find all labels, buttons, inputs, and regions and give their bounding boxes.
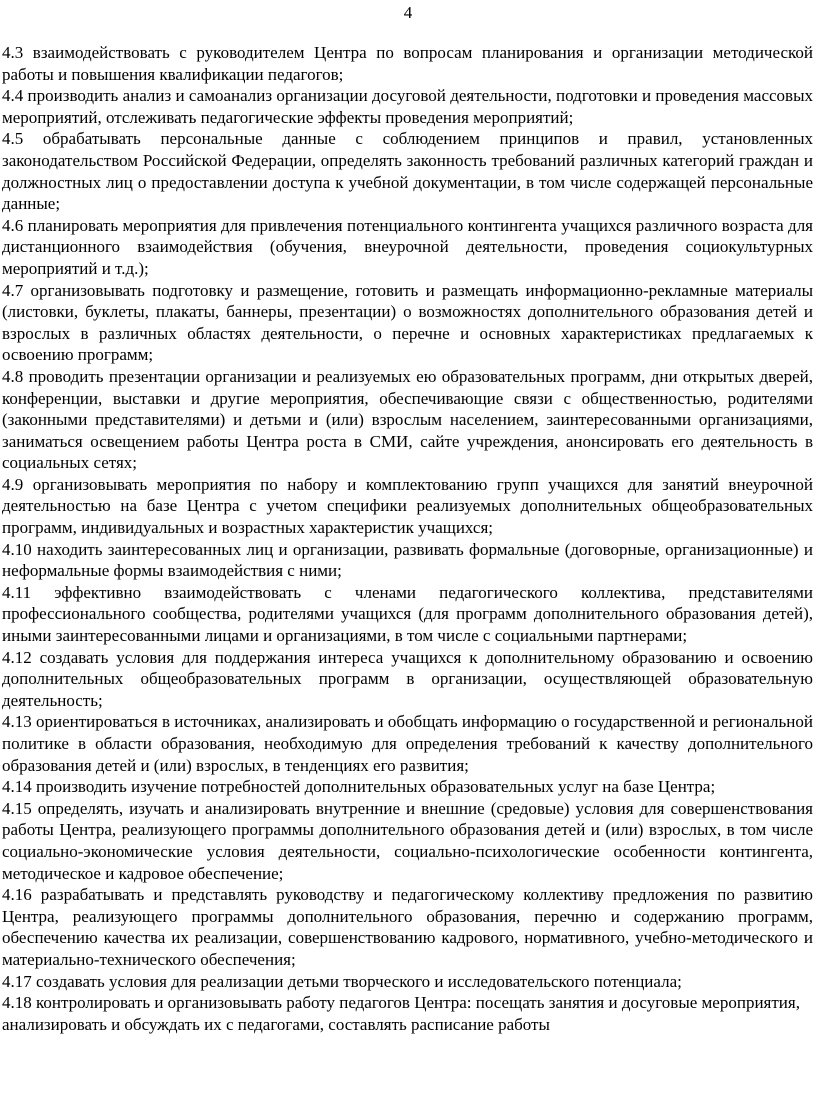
list-item-4-9: 4.9 организовывать мероприятия по набору и комплектованию групп учащихся для занятий внеурочной деятельностью на базе Центра с учетом специфики реализуемых дополнительных общеобразовательных программ, индивидуальных и возрастных характеристик учащихся; xyxy=(2,474,813,538)
list-item-4-18: 4.18 контролировать и организовывать работу педагогов Центра: посещать занятия и досуговые мероприятия, анализировать и обсуждать их с педагогами, составлять расписание работы xyxy=(2,993,800,1034)
list-item-4-17: 4.17 создавать условия для реализации детьми творческого и исследовательского потенциала; xyxy=(2,971,682,991)
list-item-4-4: 4.4 производить анализ и самоанализ организации досуговой деятельности, подготовки и проведения массовых мероприятий, отслеживать педагогические эффекты проведения мероприятий; xyxy=(2,86,813,127)
list-item-4-14: 4.14 производить изучение потребностей дополнительных образовательных услуг на базе Центра; xyxy=(2,777,716,797)
list-item-4-3: 4.3 взаимодействовать с руководителем Центра по вопросам планирования и организации методической работы и повышения квалификации педагогов; xyxy=(2,43,813,84)
list-item-4-6: 4.6 планировать мероприятия для привлечения потенциального контингента учащихся различного возраста для дистанционного взаимодействия (обучения, внеурочной деятельности, проведения социокультурных мероприятий и т.д.); xyxy=(2,215,813,278)
list-item-4-12: 4.12 создавать условия для поддержания интереса учащихся к дополнительному образованию и освоению дополнительных общеобразовательных программ в организации, осуществляющей образовательную деятельность; xyxy=(2,647,813,710)
list-item-4-16: 4.16 разрабатывать и представлять руководству и педагогическому коллективу предложения по развитию Центра, реализующего программы дополнительного образования, перечню и содержанию программ, обеспечению качества их реализации, совершенствованию кадрового, нормативного, учебно-методического и материально-технического обеспечения; xyxy=(2,885,813,969)
page-number: 4 xyxy=(403,3,413,22)
list-item-4-15: 4.15 определять, изучать и анализировать внутренние и внешние (средовые) условия для совершенствования работы Центра, реализующего программы дополнительного образования детей и (или) взрослых, в том числе социально-экономические условия деятельности, социально-психологические особенности контингента, методическое и кадровое обеспечение; xyxy=(2,798,813,883)
list-item-4-8: 4.8 проводить презентации организации и реализуемых ею образовательных программ, дни открытых дверей, конференции, выставки и другие мероприятия, обеспечивающие связи с общественностью, родителями (законными представителями) и детьми и (или) взрослым населением, заинтересованными организациями, заниматься освещением работы Центра роста в СМИ, сайте учреждения, анонсировать его деятельность в социальных сетях; xyxy=(2,366,813,473)
list-item-4-7: 4.7 организовывать подготовку и размещение, готовить и размещать информационно-рекламные материалы (листовки, буклеты, плакаты, баннеры, презентации) о возможностях дополнительного образования детей и взрослых в различных областях деятельности, о перечне и основных характеристиках предлагаемых к освоению программ; xyxy=(2,280,813,365)
list-item-4-10: 4.10 находить заинтересованных лиц и организации, развивать формальные (договорные, организационные) и неформальные формы взаимодействия с ними; xyxy=(2,539,813,581)
list-item-4-13: 4.13 ориентироваться в источниках, анализировать и обобщать информацию о государственной и региональной политике в области образования, необходимую для определения требований к качеству дополнительного образования детей и (или) взрослых, в тенденциях его развития; xyxy=(2,712,813,775)
list-item-4-11: 4.11 эффективно взаимодействовать с членами педагогического коллектива, представителями профессионального сообщества, родителями учащихся (для программ дополнительного образования детей), иными заинтересованными лицами и организациями, в том числе с социальными партнерами; xyxy=(2,582,813,646)
document-body xyxy=(2,42,813,1035)
list-item-4-5: 4.5 обрабатывать персональные данные с соблюдением принципов и правил, установленных законодательством Российской Федерации, определять законность требований различных категорий граждан и должностных лиц о предоставлении доступа к учебной документации, в том числе содержащей персональные данные; xyxy=(2,129,813,214)
